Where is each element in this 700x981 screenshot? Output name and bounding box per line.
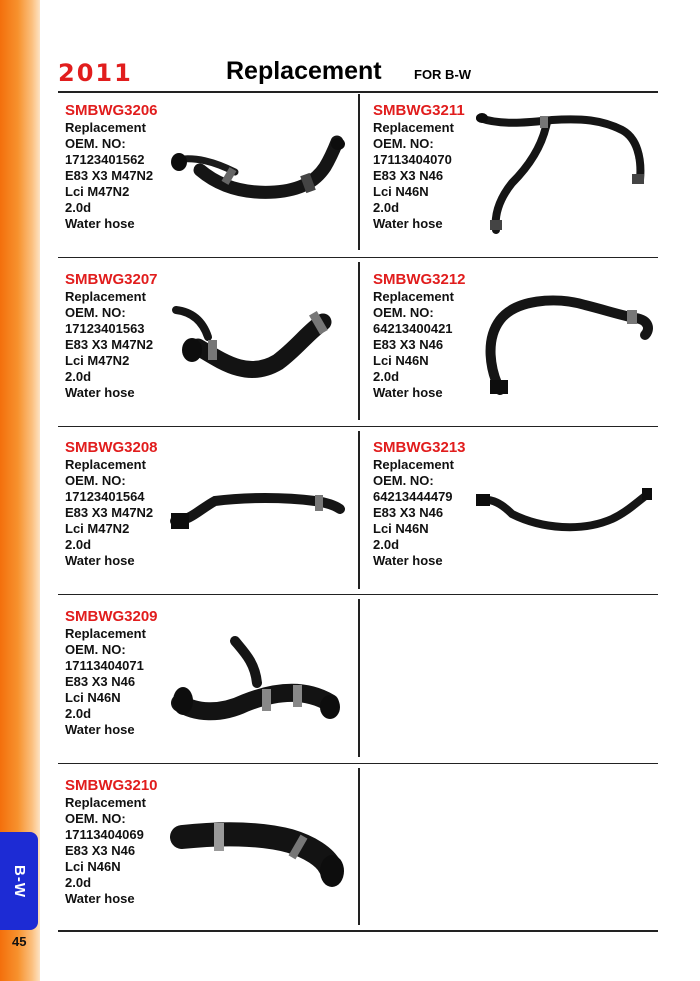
vehicle-model: E83 X3 M47N2 [65,168,154,183]
product-code: SMBWG3210 [65,777,158,794]
water-hose-image [165,132,355,222]
engine-variant: Lci N46N [373,184,429,199]
oem-number: 64213444479 [373,489,453,504]
engine-variant: Lci N46N [65,690,121,705]
oem-number: 64213400421 [373,321,453,336]
divider [58,91,658,93]
product-type: Replacement [65,795,146,810]
vehicle-model: E83 X3 N46 [373,168,444,183]
vehicle-model: E83 X3 N46 [65,674,136,689]
section-tab-label: B-W [10,864,28,898]
engine-variant: Lci M47N2 [65,521,130,536]
page-header [58,55,658,91]
page-subtitle: FOR B-W [414,67,472,82]
product-type: Replacement [373,457,454,472]
vehicle-model: E83 X3 M47N2 [65,337,154,352]
column-divider [358,431,360,589]
product-type: Replacement [65,626,146,641]
engine-variant: Lci M47N2 [65,353,130,368]
part-description: Water hose [65,385,135,400]
part-description: Water hose [65,891,135,906]
product-code: SMBWG3212 [373,271,466,288]
engine-size: 2.0d [65,369,92,384]
oem-number: 17123401564 [65,489,145,504]
oem-number: 17123401563 [65,321,145,336]
engine-variant: Lci M47N2 [65,184,130,199]
oem-number: 17113404069 [65,827,144,842]
engine-variant: Lci N46N [373,353,429,368]
water-hose-image [475,290,660,405]
page-number: 45 [12,934,27,949]
engine-variant: Lci N46N [373,521,429,536]
water-hose-image [170,815,348,890]
oem-number: 17113404070 [373,152,452,167]
engine-size: 2.0d [373,369,400,384]
product-type: Replacement [65,289,146,304]
column-divider [358,262,360,420]
product-code: SMBWG3209 [65,608,158,625]
engine-size: 2.0d [373,200,400,215]
water-hose-image [472,484,657,539]
vehicle-model: E83 X3 N46 [65,843,136,858]
product-code: SMBWG3207 [65,271,158,288]
product-type: Replacement [373,289,454,304]
part-description: Water hose [65,216,135,231]
part-description: Water hose [373,553,443,568]
water-hose-image [168,302,348,384]
engine-variant: Lci N46N [65,859,121,874]
water-hose-image [165,487,345,537]
page-title: Replacement [226,57,382,85]
product-code: SMBWG3206 [65,102,158,119]
product-type: Replacement [65,457,146,472]
engine-size: 2.0d [65,537,92,552]
oem-number: 17113404071 [65,658,144,673]
engine-size: 2.0d [373,537,400,552]
water-hose-image [472,108,662,238]
oem-label: OEM. NO: [65,305,126,320]
catalog-year: 2011 [58,59,133,87]
part-description: Water hose [373,216,443,231]
oem-label: OEM. NO: [373,473,434,488]
part-description: Water hose [65,553,135,568]
oem-label: OEM. NO: [373,136,434,151]
oem-label: OEM. NO: [65,473,126,488]
water-hose-image [165,633,345,728]
part-description: Water hose [373,385,443,400]
section-tab[interactable] [0,832,38,930]
engine-size: 2.0d [65,706,92,721]
oem-label: OEM. NO: [65,811,126,826]
oem-label: OEM. NO: [65,136,126,151]
vehicle-model: E83 X3 N46 [373,337,444,352]
engine-size: 2.0d [65,200,92,215]
column-divider [358,599,360,757]
product-type: Replacement [373,120,454,135]
engine-size: 2.0d [65,875,92,890]
oem-label: OEM. NO: [65,642,126,657]
part-description: Water hose [65,722,135,737]
column-divider [358,94,360,250]
vehicle-model: E83 X3 M47N2 [65,505,154,520]
vehicle-model: E83 X3 N46 [373,505,444,520]
product-code: SMBWG3208 [65,439,158,456]
product-code: SMBWG3213 [373,439,466,456]
product-type: Replacement [65,120,146,135]
oem-number: 17123401562 [65,152,145,167]
oem-label: OEM. NO: [373,305,434,320]
product-code: SMBWG3211 [373,102,465,119]
column-divider [358,768,360,925]
